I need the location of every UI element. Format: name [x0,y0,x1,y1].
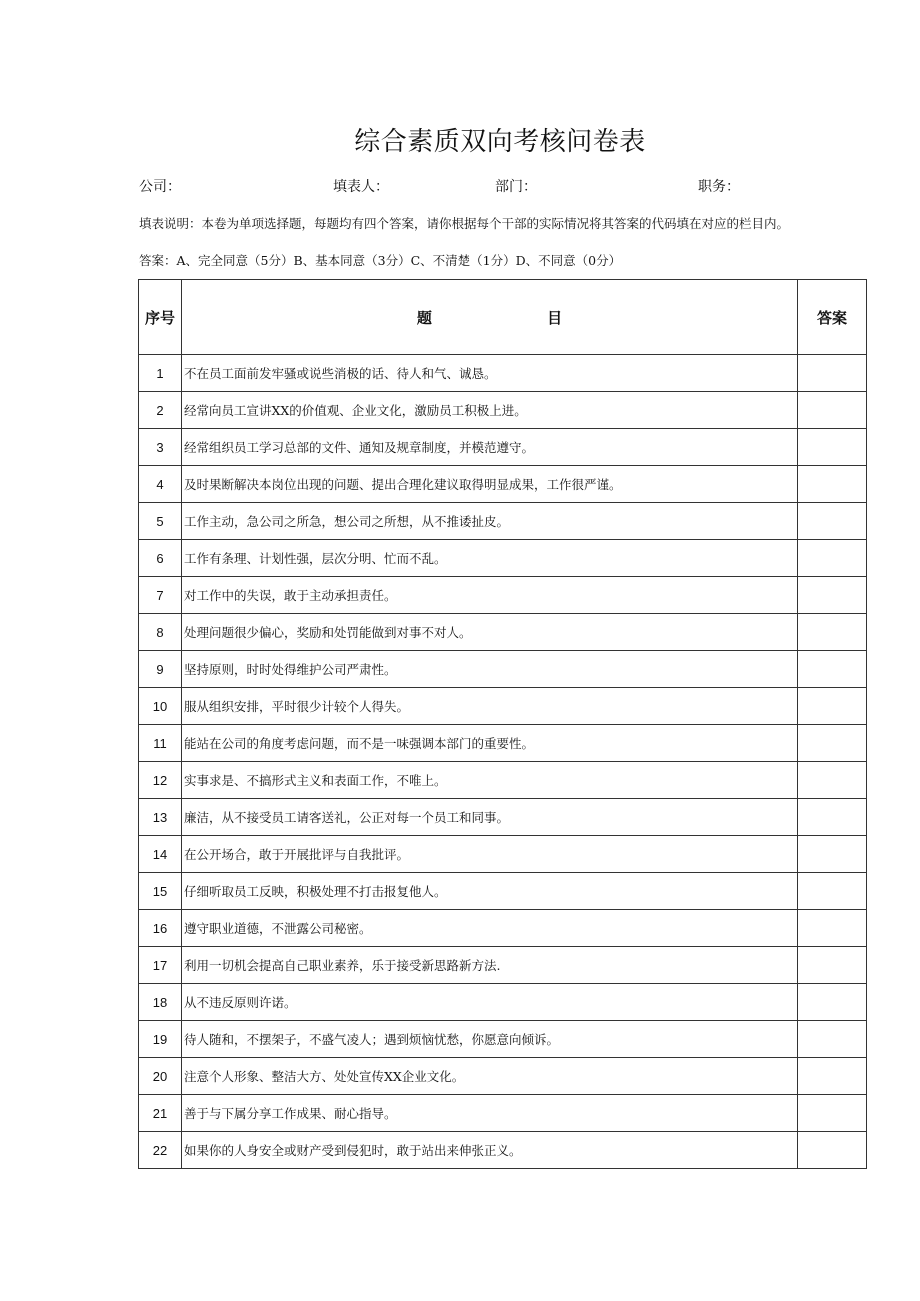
table-row [139,429,867,466]
question-text: 能站在公司的角度考虑问题，而不是一味强调本部门的重要性。 [182,725,798,762]
header-question [182,280,798,355]
answer-cell[interactable] [798,429,867,466]
question-text: 在公开场合，敢于开展批评与自我批评。 [182,836,798,873]
question-text: 如果你的人身安全或财产受到侵犯时，敢于站出来伸张正义。 [182,1132,798,1169]
answer-cell[interactable] [798,1021,867,1058]
question-text: 对工作中的失误，敢于主动承担责任。 [182,577,798,614]
table-row [139,1132,867,1169]
answer-cell[interactable] [798,392,867,429]
answer-cell[interactable] [798,1132,867,1169]
row-number: 14 [139,836,182,873]
row-number: 5 [139,503,182,540]
table-row [139,873,867,910]
answer-cell[interactable] [798,984,867,1021]
row-number: 21 [139,1095,182,1132]
question-text: 坚持原则，时时处得维护公司严肃性。 [182,651,798,688]
row-number: 19 [139,1021,182,1058]
row-number: 22 [139,1132,182,1169]
question-text: 仔细听取员工反映，积极处理不打击报复他人。 [182,873,798,910]
table-row [139,1058,867,1095]
answer-cell[interactable] [798,651,867,688]
row-number: 13 [139,799,182,836]
company-field-label: 公司： [139,179,181,195]
answer-cell[interactable] [798,725,867,762]
question-text: 经常向员工宣讲XX的价值观、企业文化，激励员工积极上进。 [182,392,798,429]
row-number: 15 [139,873,182,910]
question-text: 工作主动，急公司之所急，想公司之所想，从不推诿扯皮。 [182,503,798,540]
answer-cell[interactable] [798,577,867,614]
question-text: 及时果断解决本岗位出现的问题、提出合理化建议取得明显成果，工作很严谨。 [182,466,798,503]
table-row [139,392,867,429]
answer-cell[interactable] [798,503,867,540]
answer-cell[interactable] [798,614,867,651]
table-header-row [139,280,867,355]
answer-cell[interactable] [798,355,867,392]
row-number: 1 [139,355,182,392]
table-row [139,614,867,651]
answer-cell[interactable] [798,836,867,873]
table-row [139,799,867,836]
row-number: 11 [139,725,182,762]
table-row [139,355,867,392]
row-number: 12 [139,762,182,799]
question-text: 处理问题很少偏心，奖励和处罚能做到对事不对人。 [182,614,798,651]
question-text: 利用一切机会提高自己职业素养，乐于接受新思路新方法. [182,947,798,984]
question-text: 廉洁，从不接受员工请客送礼，公正对每一个员工和同事。 [182,799,798,836]
question-text: 工作有条理、计划性强，层次分明、忙而不乱。 [182,540,798,577]
question-text: 服从组织安排，平时很少计较个人得失。 [182,688,798,725]
row-number: 8 [139,614,182,651]
page-title: 综合素质双向考核问卷表 [354,127,646,157]
table-row [139,577,867,614]
table-row [139,1095,867,1132]
question-text: 待人随和，不摆架子，不盛气凌人；遇到烦恼忧愁，你愿意向倾诉。 [182,1021,798,1058]
row-number: 16 [139,910,182,947]
answer-cell[interactable] [798,688,867,725]
row-number: 9 [139,651,182,688]
questionnaire-table [138,279,867,1169]
answer-cell[interactable] [798,873,867,910]
header-answer: 答案 [798,280,867,355]
question-text: 遵守职业道德，不泄露公司秘密。 [182,910,798,947]
row-number: 17 [139,947,182,984]
table-row [139,947,867,984]
question-text: 经常组织员工学习总部的文件、通知及规章制度，并模范遵守。 [182,429,798,466]
table-row [139,540,867,577]
question-text: 不在员工面前发牢骚或说些消极的话、待人和气、诚恳。 [182,355,798,392]
row-number: 20 [139,1058,182,1095]
answer-cell[interactable] [798,799,867,836]
table-row [139,1021,867,1058]
table-row [139,688,867,725]
header-question-right: 目 [547,308,563,327]
answer-cell[interactable] [798,762,867,799]
row-number: 7 [139,577,182,614]
position-field-label: 职务： [698,179,740,195]
question-text: 从不违反原则许诺。 [182,984,798,1021]
table-row [139,836,867,873]
answer-cell[interactable] [798,947,867,984]
question-text: 注意个人形象、整洁大方、处处宣传XX企业文化。 [182,1058,798,1095]
table-row [139,984,867,1021]
answer-cell[interactable] [798,1095,867,1132]
answer-cell[interactable] [798,540,867,577]
table-row [139,503,867,540]
question-text: 实事求是、不搞形式主义和表面工作，不唯上。 [182,762,798,799]
department-field-label: 部门： [495,179,537,195]
row-number: 10 [139,688,182,725]
table-row [139,762,867,799]
row-number: 3 [139,429,182,466]
row-number: 18 [139,984,182,1021]
table-row [139,725,867,762]
row-number: 6 [139,540,182,577]
table-row [139,910,867,947]
header-question-left: 题 [416,308,432,327]
header-number: 序号 [139,280,182,355]
filler-field-label: 填表人： [333,179,389,195]
answer-cell[interactable] [798,1058,867,1095]
question-text: 善于与下属分享工作成果、耐心指导。 [182,1095,798,1132]
table-row [139,651,867,688]
answer-cell[interactable] [798,910,867,947]
row-number: 4 [139,466,182,503]
answer-cell[interactable] [798,466,867,503]
table-row [139,466,867,503]
row-number: 2 [139,392,182,429]
instructions-text: 填表说明：本卷为单项选择题，每题均有四个答案，请你根据每个干部的实际情况将其答案的代码填在对应的栏目内。 [139,216,790,231]
answer-options-text: 答案：A、完全同意（5分）B、基本同意（3分）C、不清楚（1分）D、不同意（0分） [139,253,622,268]
